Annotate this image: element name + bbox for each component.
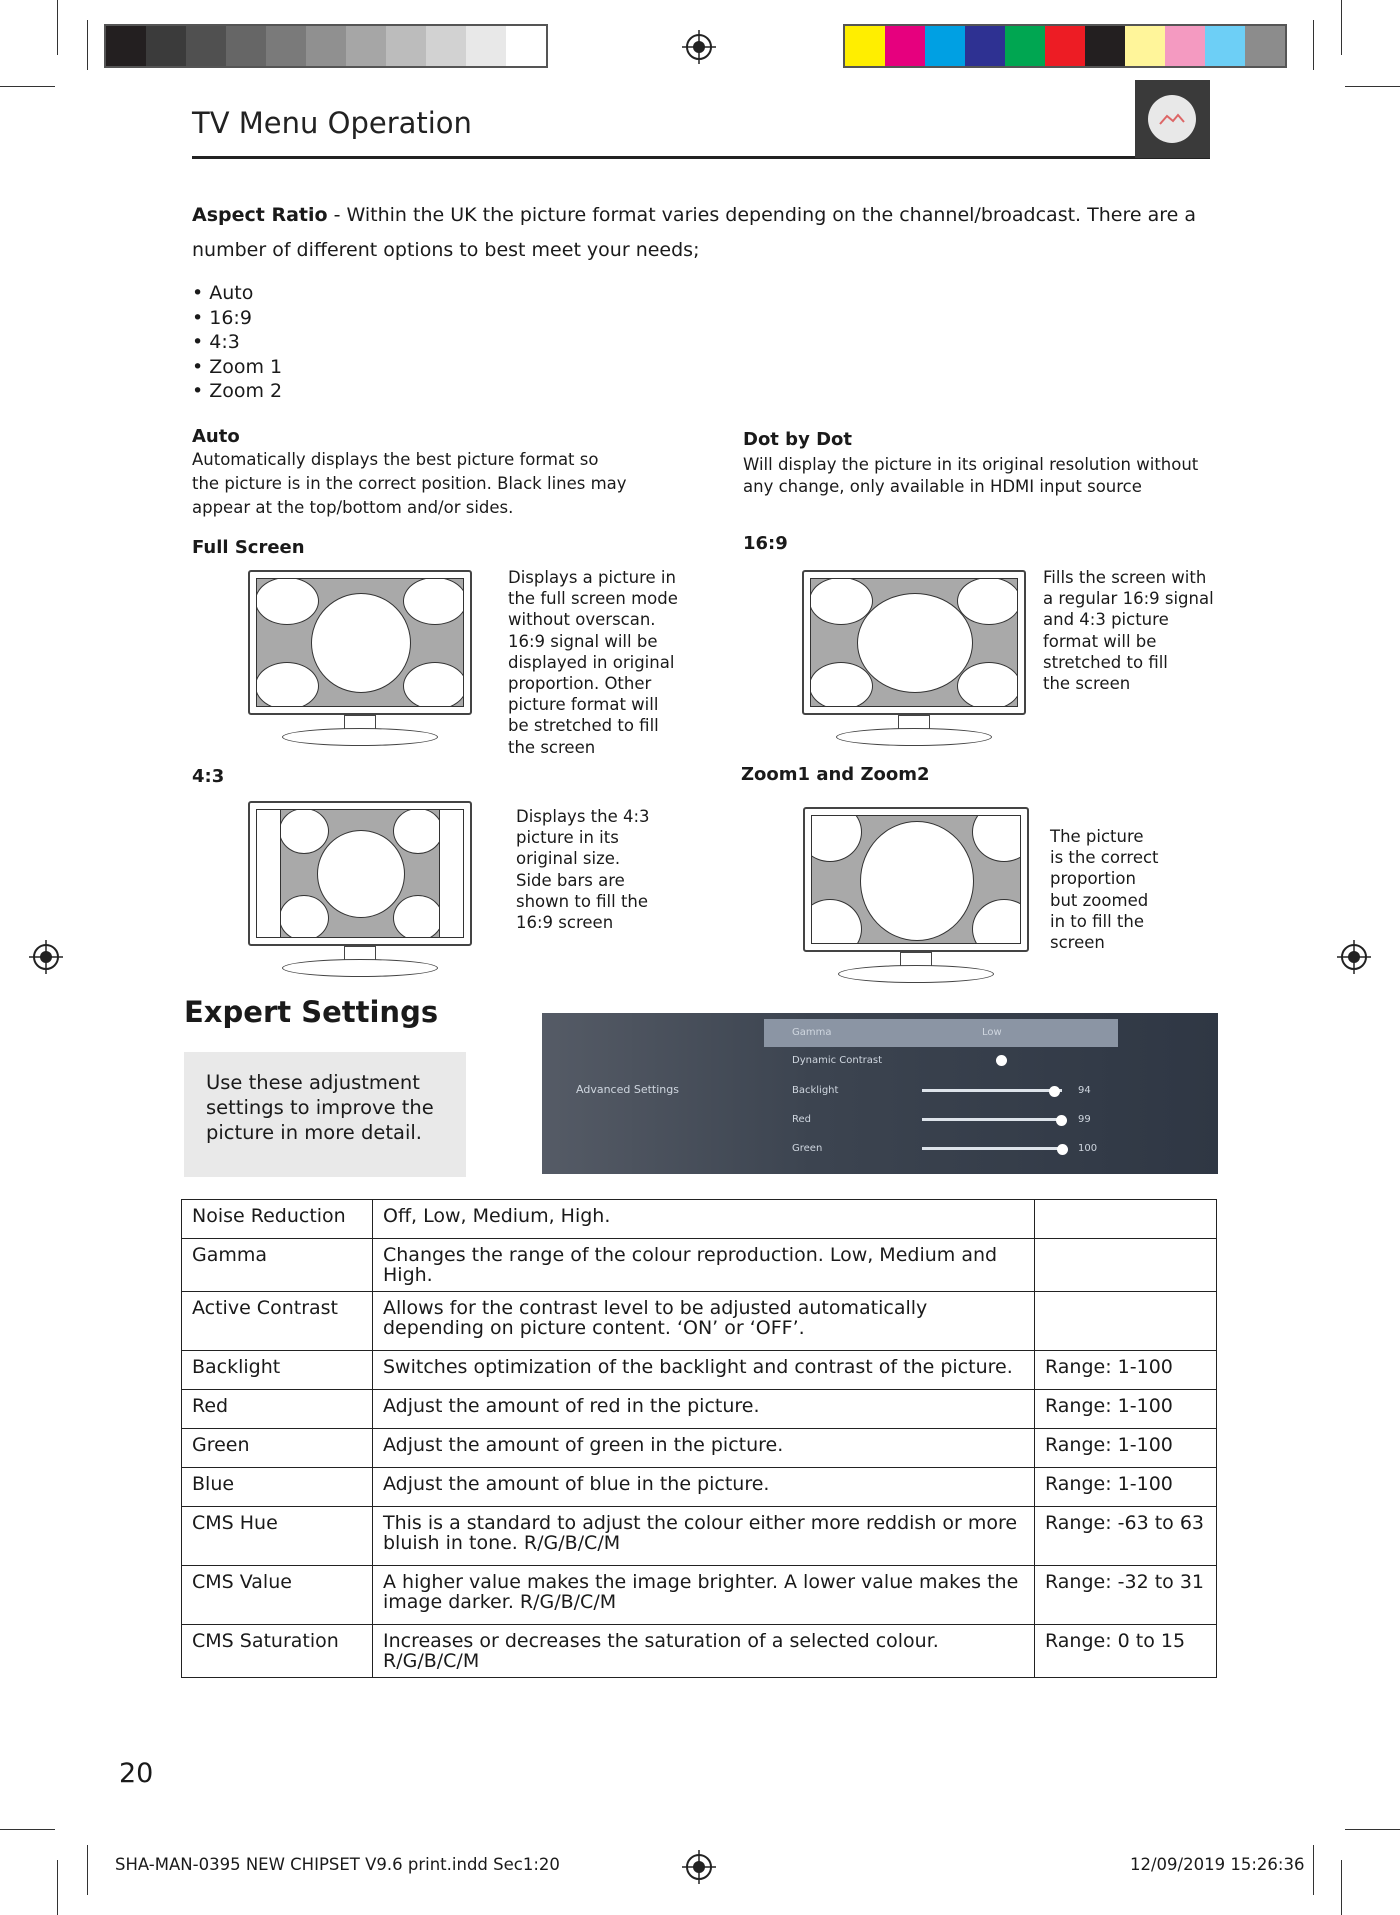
zoom-heading: Zoom1 and Zoom2 [741,764,930,785]
setting-description: Changes the range of the colour reproduction. Low, Medium and High. [373,1239,1035,1292]
color-swatch [1245,26,1285,66]
dot-by-dot-description: Will display the picture in its original resolution without any change, only available in HDMI input source [743,455,1199,496]
setting-description: Increases or decreases the saturation of a selected colour. R/G/B/C/M [373,1625,1035,1678]
green-value: 100 [1078,1143,1098,1154]
setting-name: CMS Value [182,1566,373,1625]
setting-name: CMS Hue [182,1507,373,1566]
setting-range: Range: 1-100 [1035,1429,1217,1468]
full-screen-description: Displays a picture in the full screen mode without overscan. 16:9 signal will be displayed in original proportion. Other picture format will be stretched to fill the screen [508,568,678,757]
ratio-4-3-description: Displays the 4:3 picture in its original size. Side bars are shown to fill the 16:9 screen [516,807,650,933]
setting-description: Adjust the amount of blue in the picture. [373,1468,1035,1507]
tv-illustration-full-screen [248,570,472,748]
color-swatch [506,26,546,66]
zoom-description: The picture is the correct proportion but zoomed in to fill the screen [1050,827,1159,953]
ratio-16-9-heading: 16:9 [743,533,788,554]
aspect-ratio-intro [192,198,1202,268]
setting-description: This is a standard to adjust the colour either more reddish or more bluish in tone. R/G/B/C/M [373,1507,1035,1566]
red-slider-knob [1056,1115,1067,1126]
setting-name: Red [182,1390,373,1429]
color-swatch [186,26,226,66]
color-swatch [925,26,965,66]
table-row [182,1625,1217,1678]
ratio-16-9-description: Fills the screen with a regular 16:9 signal and 4:3 picture format will be stretched to fill the screen [1043,568,1214,694]
green-slider-track [922,1147,1062,1150]
color-swatch [1005,26,1045,66]
table-row [182,1390,1217,1429]
color-swatch [466,26,506,66]
auto-description: Automatically displays the best picture format so the picture is in the correct position. Black lines may appear at the top/bottom and/or sides. [192,450,627,517]
color-swatch [1045,26,1085,66]
color-swatch [1085,26,1125,66]
table-row [182,1429,1217,1468]
color-swatch [845,26,885,66]
setting-range: Range: -63 to 63 [1035,1507,1217,1566]
setting-range: Range: 1-100 [1035,1468,1217,1507]
menu-row-gamma: Gamma [792,1027,832,1038]
setting-name: Backlight [182,1351,373,1390]
color-calibration-bar [843,24,1287,68]
table-row [182,1507,1217,1566]
auto-heading: Auto [192,426,240,447]
color-swatch [1125,26,1165,66]
red-slider-track [922,1118,1062,1121]
menu-row-green: Green [792,1143,823,1154]
color-swatch [106,26,146,66]
section-icon [1135,80,1210,158]
menu-section-label: Advanced Settings [576,1083,679,1096]
registration-mark-icon [682,1850,716,1884]
setting-name: CMS Saturation [182,1625,373,1678]
page-number: 20 [119,1758,154,1789]
menu-row-backlight: Backlight [792,1085,839,1096]
tv-illustration-zoom [803,807,1029,985]
menu-row-red: Red [792,1114,811,1125]
color-swatch [346,26,386,66]
expert-settings-note: Use these adjustment settings to improve the picture in more detail. [184,1052,466,1177]
setting-description: Switches optimization of the backlight and contrast of the picture. [373,1351,1035,1390]
setting-range: Range: 0 to 15 [1035,1625,1217,1678]
table-row [182,1292,1217,1351]
red-value: 99 [1078,1114,1091,1125]
color-swatch [965,26,1005,66]
aspect-options-list [192,281,282,404]
color-swatch [386,26,426,66]
setting-description: Adjust the amount of green in the picture. [373,1429,1035,1468]
footer-filename: SHA-MAN-0395 NEW CHIPSET V9.6 print.indd Sec1:20 [115,1855,560,1874]
green-slider-knob [1057,1144,1068,1155]
table-row [182,1566,1217,1625]
setting-name: Noise Reduction [182,1200,373,1239]
list-item: • Zoom 1 [192,355,283,378]
expert-settings-heading: Expert Settings [184,995,439,1029]
registration-mark-icon [29,940,63,974]
color-swatch [306,26,346,66]
page-title: TV Menu Operation [192,106,472,140]
ratio-4-3-heading: 4:3 [192,766,225,787]
list-item: • 4:3 [192,331,240,353]
toggle-knob [996,1055,1007,1066]
dot-by-dot-heading: Dot by Dot [743,429,852,450]
color-swatch [426,26,466,66]
table-row [182,1200,1217,1239]
backlight-slider-track [922,1089,1062,1092]
color-swatch [1165,26,1205,66]
setting-description: Adjust the amount of red in the picture. [373,1390,1035,1429]
setting-range [1035,1200,1217,1239]
setting-description: Allows for the contrast level to be adjusted automatically depending on picture content. ‘ON’ or ‘OFF’. [373,1292,1035,1351]
setting-range [1035,1239,1217,1292]
menu-row-dynamic-contrast: Dynamic Contrast [792,1055,883,1066]
list-item: • Auto [192,282,254,304]
color-swatch [266,26,306,66]
grayscale-calibration-bar [104,24,548,68]
picture-icon [1158,110,1186,128]
setting-name: Gamma [182,1239,373,1292]
setting-description: A higher value makes the image brighter. A lower value makes the image darker. R/G/B/C/M [373,1566,1035,1625]
tv-illustration-4-3 [248,801,472,979]
setting-name: Green [182,1429,373,1468]
table-row [182,1468,1217,1507]
footer-timestamp: 12/09/2019 15:26:36 [1130,1855,1305,1874]
full-screen-heading: Full Screen [192,537,305,558]
color-swatch [226,26,266,66]
registration-mark-icon [1337,940,1371,974]
tv-illustration-16-9 [802,570,1026,748]
setting-range: Range: -32 to 31 [1035,1566,1217,1625]
setting-range [1035,1292,1217,1351]
color-swatch [146,26,186,66]
color-swatch [1205,26,1245,66]
table-row [182,1239,1217,1292]
menu-value-gamma: Low [982,1027,1002,1038]
aspect-ratio-label: Aspect Ratio [192,204,328,226]
color-swatch [885,26,925,66]
backlight-value: 94 [1078,1085,1091,1096]
backlight-slider-knob [1049,1086,1060,1097]
registration-mark-icon [682,30,716,64]
setting-range: Range: 1-100 [1035,1390,1217,1429]
setting-description: Off, Low, Medium, High. [373,1200,1035,1239]
advanced-settings-screenshot [542,1013,1218,1174]
list-item: • Zoom 2 [192,380,283,402]
setting-name: Blue [182,1468,373,1507]
list-item: • 16:9 [192,306,252,329]
setting-name: Active Contrast [182,1292,373,1351]
aspect-ratio-text: - Within the UK the picture format varies depending on the channel/broadcast. There are a number of different options to best meet your needs; [192,204,1196,261]
title-divider [192,156,1210,159]
setting-range: Range: 1-100 [1035,1351,1217,1390]
expert-settings-table [181,1199,1217,1678]
table-row [182,1351,1217,1390]
